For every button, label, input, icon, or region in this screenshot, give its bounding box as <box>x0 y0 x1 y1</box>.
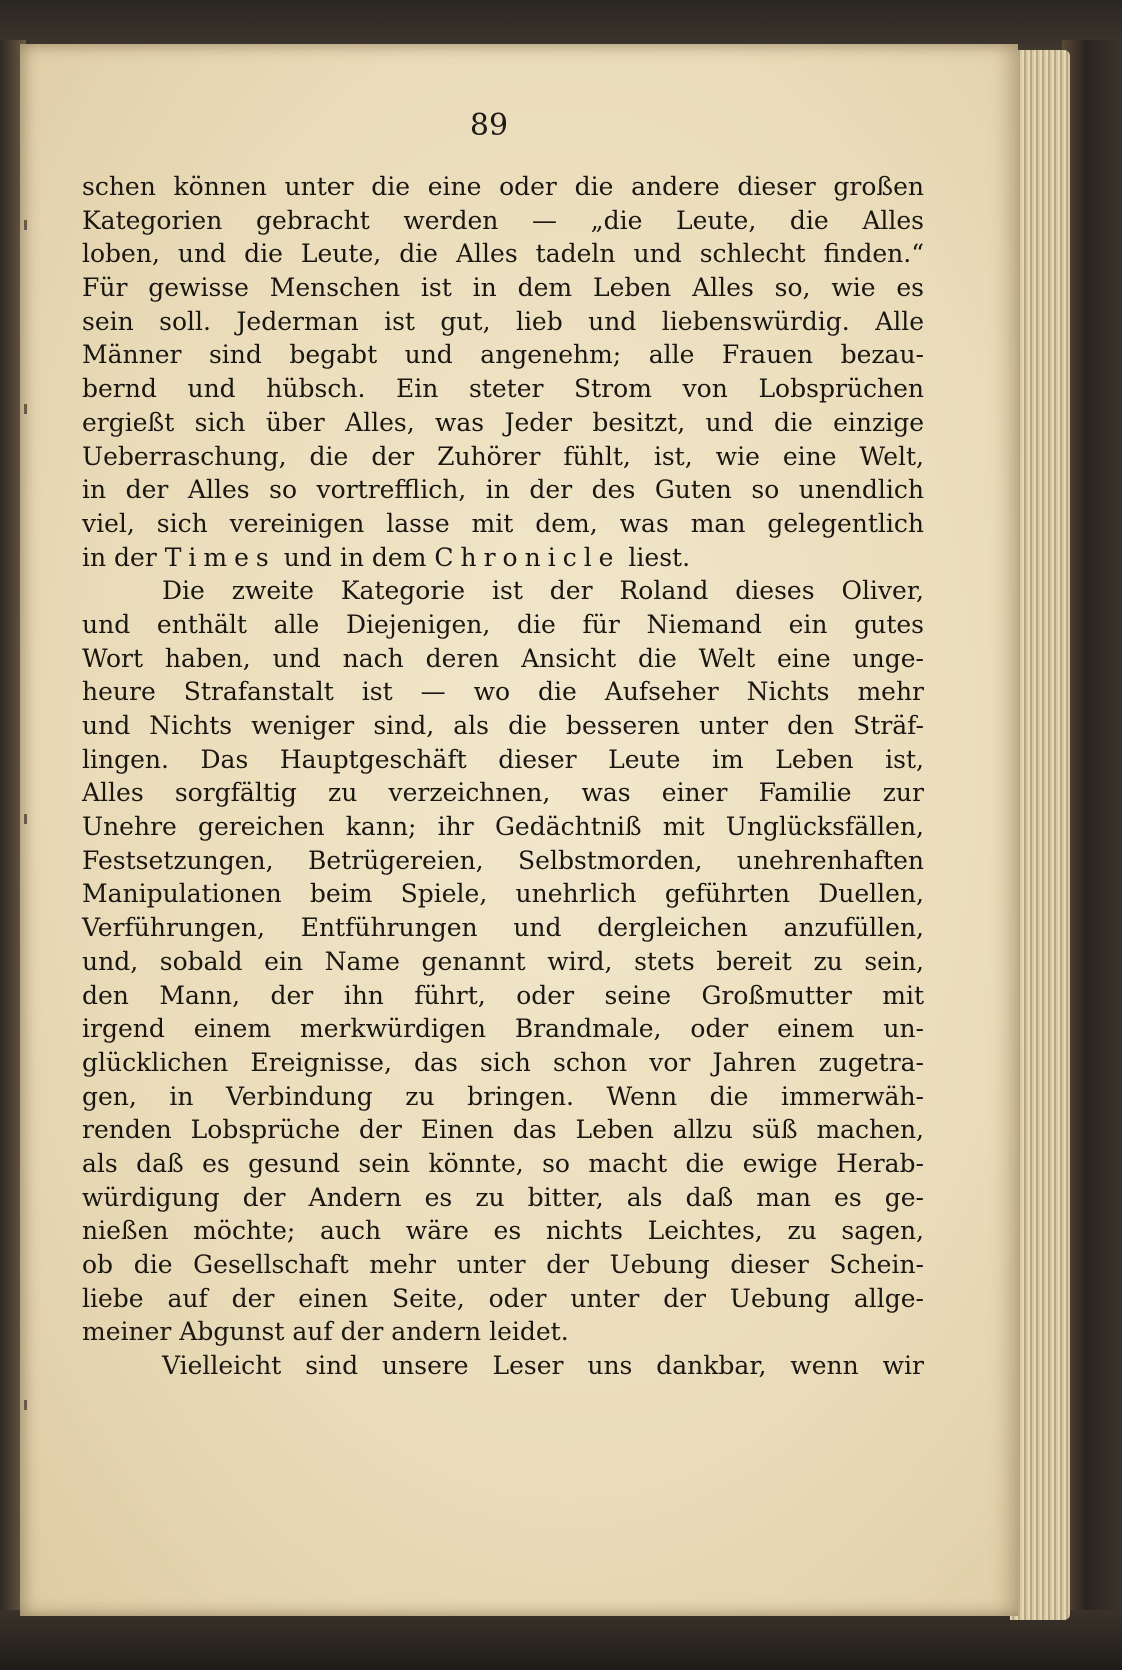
text-line: viel, sich vereinigen lasse mit dem, was man gelegentlich <box>82 508 924 538</box>
text-line: renden Lobsprüche der Einen das Leben allzu süß machen, <box>82 1115 924 1145</box>
text-line: ob die Gesellschaft mehr unter der Uebung dieser Schein- <box>82 1250 924 1279</box>
text-line: Ueberraschung, die der Zuhörer fühlt, ist, wie eine Welt, <box>82 441 924 471</box>
text-line: den Mann, der ihn führt, oder seine Großmutter mit <box>82 980 924 1010</box>
book-cover-right <box>1062 40 1122 1670</box>
page-number: 89 <box>469 108 509 143</box>
text-line: würdigung der Andern es zu bitter, als daß man es ge- <box>82 1182 924 1212</box>
text-line: lingen. Das Hauptgeschäft dieser Leute im Leben ist, <box>82 744 924 774</box>
text-line: Wort haben, und nach deren Ansicht die Welt eine unge- <box>82 643 924 673</box>
text-line: Manipulationen beim Spiele, unehrlich geführten Duellen, <box>82 879 924 909</box>
margin-mark <box>24 1400 27 1410</box>
margin-mark <box>24 404 27 414</box>
text-line: glücklichen Ereignisse, das sich schon vor Jahren zugetra- <box>82 1047 924 1077</box>
margin-mark <box>24 814 27 824</box>
text-line: nießen möchte; auch wäre es nichts Leichtes, zu sagen, <box>82 1216 924 1246</box>
text-fragment: in der <box>82 542 165 572</box>
text-line: und, sobald ein Name genannt wird, stets bereit zu sein, <box>82 946 924 976</box>
text-line: in der Alles so vortrefflich, in der des Guten so unendlich <box>82 475 924 505</box>
text-line: Unehre gereichen kann; ihr Gedächtniß mit Unglücksfällen, <box>82 812 924 842</box>
book-page <box>20 44 1018 1616</box>
text-line: meiner Abgunst auf der andern leidet. <box>82 1317 569 1347</box>
paragraph-start-line: Vielleicht sind unsere Leser uns dankbar, wenn wir <box>162 1351 924 1381</box>
newspaper-name: Times <box>164 542 276 572</box>
text-fragment: liest. <box>620 542 691 572</box>
text-line <box>82 541 924 575</box>
body-text <box>82 170 924 1383</box>
text-line: Für gewisse Menschen ist in dem Leben Alles so, wie es <box>82 273 924 303</box>
newspaper-name: Chronicle <box>434 542 621 572</box>
text-line: als daß es gesund sein könnte, so macht die ewige Herab- <box>82 1148 924 1178</box>
text-line: irgend einem merkwürdigen Brandmale, oder einem un- <box>82 1014 924 1044</box>
text-line: Verführungen, Entführungen und dergleichen anzufüllen, <box>82 913 924 943</box>
text-fragment: und in dem <box>275 542 435 572</box>
book-cover-bottom <box>0 1610 1122 1670</box>
text-line: Alles sorgfältig zu verzeichnen, was einer Familie zur <box>82 778 924 808</box>
page-edges <box>1010 50 1070 1620</box>
text-line: bernd und hübsch. Ein steter Strom von Lobsprüchen <box>82 374 924 404</box>
text-line: liebe auf der einen Seite, oder unter der Uebung allge- <box>82 1283 924 1313</box>
text-line: Festsetzungen, Betrügereien, Selbstmorden, unehrenhaften <box>82 845 924 875</box>
margin-mark <box>24 220 27 230</box>
text-line: gen, in Verbindung zu bringen. Wenn die immerwäh- <box>82 1081 924 1111</box>
text-line: und enthält alle Diejenigen, die für Niemand ein gutes <box>82 609 924 639</box>
text-line: sein soll. Jederman ist gut, lieb und liebenswürdig. Alle <box>82 306 924 336</box>
text-line: ergießt sich über Alles, was Jeder besitzt, und die einzige <box>82 407 924 437</box>
text-line: loben, und die Leute, die Alles tadeln und schlecht finden.“ <box>82 239 924 269</box>
text-line: und Nichts weniger sind, als die besseren unter den Sträf- <box>82 711 924 740</box>
text-line: Kategorien gebracht werden — „die Leute, die Alles <box>82 205 924 235</box>
text-line: Männer sind begabt und angenehm; alle Frauen bezau- <box>82 340 924 370</box>
text-line: schen können unter die eine oder die andere dieser großen <box>82 172 924 201</box>
paragraph-start-line: Die zweite Kategorie ist der Roland dieses Oliver, <box>162 576 924 606</box>
text-line: heure Strafanstalt ist — wo die Aufseher Nichts mehr <box>82 677 924 707</box>
